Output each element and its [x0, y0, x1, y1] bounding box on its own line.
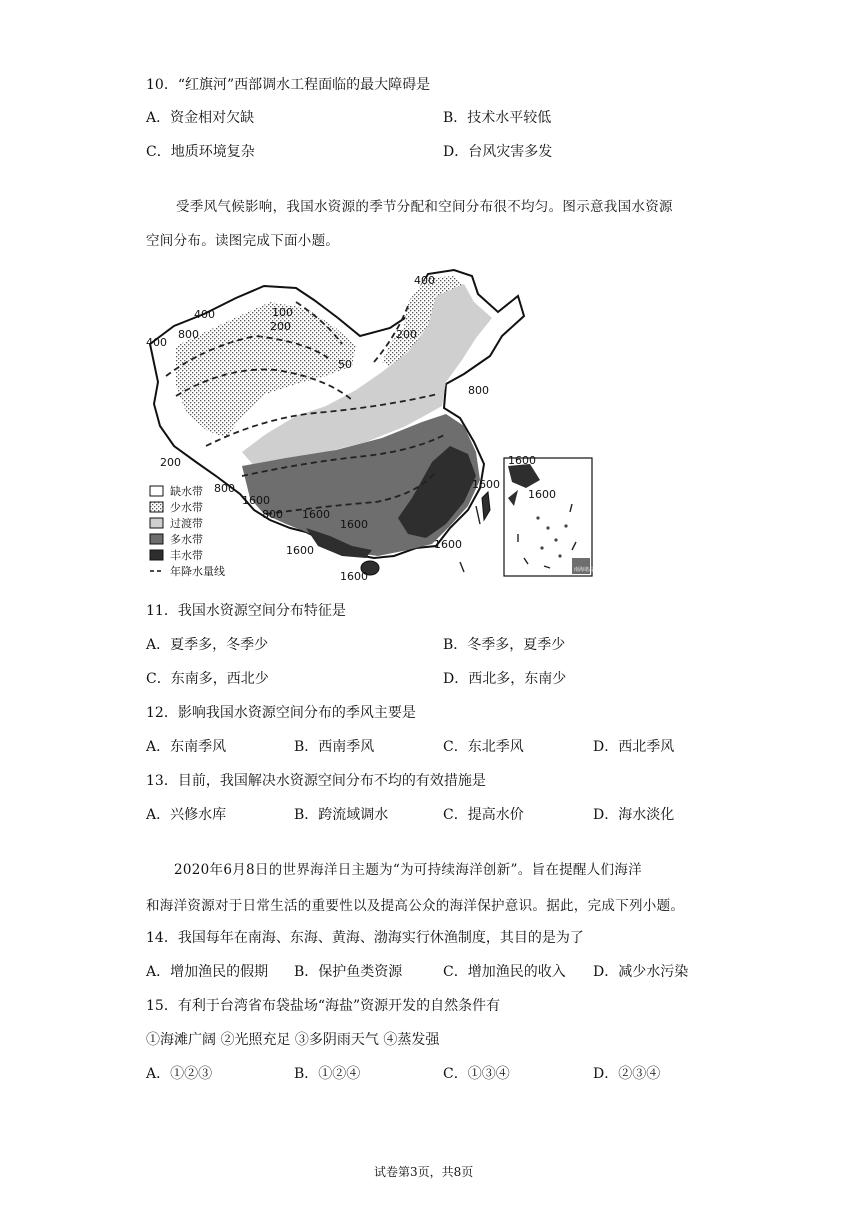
q14-option-c[interactable]: C．增加渔民的收入 — [443, 964, 566, 980]
q15-option-b[interactable]: B．①②④ — [294, 1066, 361, 1082]
contour-label: 800 — [468, 384, 489, 397]
inset-contour-label: 1600 — [508, 454, 536, 467]
contour-label: 50 — [338, 358, 352, 371]
q14-option-a[interactable]: A．增加渔民的假期 — [146, 964, 269, 980]
legend-label: 年降水量线 — [170, 565, 225, 578]
q15-conditions: ①海滩广阔 ②光照充足 ③多阴雨天气 ④蒸发强 — [146, 1032, 440, 1048]
q10-option-c[interactable]: C．地质环境复杂 — [146, 144, 255, 160]
legend-label: 多水带 — [170, 533, 203, 546]
page-footer: 试卷第3页，共8页 — [374, 1165, 474, 1179]
q12-option-d[interactable]: D．西北季风 — [593, 739, 675, 755]
intro1-line2: 空间分布。读图完成下面小题。 — [146, 233, 340, 249]
contour-label: 400 — [414, 274, 435, 287]
q15-stem: 15．有利于台湾省布袋盐场“海盐”资源开发的自然条件有 — [146, 998, 501, 1014]
q10-option-d[interactable]: D．台风灾害多发 — [443, 144, 553, 160]
q15-option-a[interactable]: A．①②③ — [146, 1066, 213, 1082]
q13-option-c[interactable]: C．提高水价 — [443, 807, 524, 823]
contour-label: 800 — [262, 508, 283, 521]
q12-option-b[interactable]: B．西南季风 — [294, 739, 375, 755]
q10-option-b[interactable]: B．技术水平较低 — [443, 110, 552, 126]
contour-label: 1600 — [434, 538, 462, 551]
q14-option-b[interactable]: B．保护鱼类资源 — [294, 964, 403, 980]
intro2-line1: 2020年6月8日的世界海洋日主题为“为可持续海洋创新”。旨在提醒人们海洋 — [174, 862, 642, 878]
contour-label: 200 — [396, 328, 417, 341]
contour-label: 1600 — [472, 478, 500, 491]
intro2-line2: 和海洋资源对于日常生活的重要性以及提高公众的海洋保护意识。据此，完成下列小题。 — [146, 898, 685, 914]
legend-label: 丰水带 — [170, 549, 203, 562]
legend-label: 缺水带 — [170, 485, 203, 498]
inset-contour-label: 1600 — [528, 488, 556, 501]
water-resource-map — [146, 266, 596, 586]
contour-label: 1600 — [340, 570, 368, 583]
q11-stem: 11．我国水资源空间分布特征是 — [146, 603, 346, 619]
q11-option-c[interactable]: C．东南多，西北少 — [146, 671, 269, 687]
q14-option-d[interactable]: D．减少水污染 — [593, 964, 689, 980]
q13-option-b[interactable]: B．跨流域调水 — [294, 807, 389, 823]
inset-note: 南海诸岛 — [574, 567, 595, 573]
q13-option-d[interactable]: D．海水淡化 — [593, 807, 675, 823]
q11-option-a[interactable]: A．夏季多，冬季少 — [146, 637, 269, 653]
contour-label: 200 — [270, 320, 291, 333]
q11-option-b[interactable]: B．冬季多，夏季少 — [443, 637, 566, 653]
contour-label: 400 — [146, 336, 167, 349]
contour-label: 1600 — [286, 544, 314, 557]
intro1-line1: 受季风气候影响，我国水资源的季节分配和空间分布很不均匀。图示意我国水资源 — [176, 199, 673, 215]
contour-label: 1600 — [302, 508, 330, 521]
q13-option-a[interactable]: A．兴修水库 — [146, 807, 227, 823]
legend-label: 少水带 — [170, 501, 203, 514]
q10-stem: 10．“红旗河”西部调水工程面临的最大障碍是 — [146, 77, 431, 93]
contour-label: 1600 — [340, 518, 368, 531]
contour-label: 800 — [214, 482, 235, 495]
contour-label: 1600 — [242, 494, 270, 507]
q12-option-a[interactable]: A．东南季风 — [146, 739, 227, 755]
contour-label: 200 — [160, 456, 181, 469]
contour-label: 800 — [178, 328, 199, 341]
q15-option-c[interactable]: C．①③④ — [443, 1066, 510, 1082]
q14-stem: 14．我国每年在南海、东海、黄海、渤海实行休渔制度，其目的是为了 — [146, 930, 584, 946]
q11-option-d[interactable]: D．西北多，东南少 — [443, 671, 567, 687]
q12-stem: 12．影响我国水资源空间分布的季风主要是 — [146, 705, 416, 721]
q12-option-c[interactable]: C．东北季风 — [443, 739, 524, 755]
contour-label: 400 — [194, 308, 215, 321]
contour-label: 100 — [272, 306, 293, 319]
legend-label: 过渡带 — [170, 517, 203, 530]
q15-option-d[interactable]: D．②③④ — [593, 1066, 661, 1082]
q13-stem: 13．目前，我国解决水资源空间分布不均的有效措施是 — [146, 773, 486, 789]
south-china-sea-inset — [504, 454, 594, 576]
q10-option-a[interactable]: A．资金相对欠缺 — [146, 110, 255, 126]
